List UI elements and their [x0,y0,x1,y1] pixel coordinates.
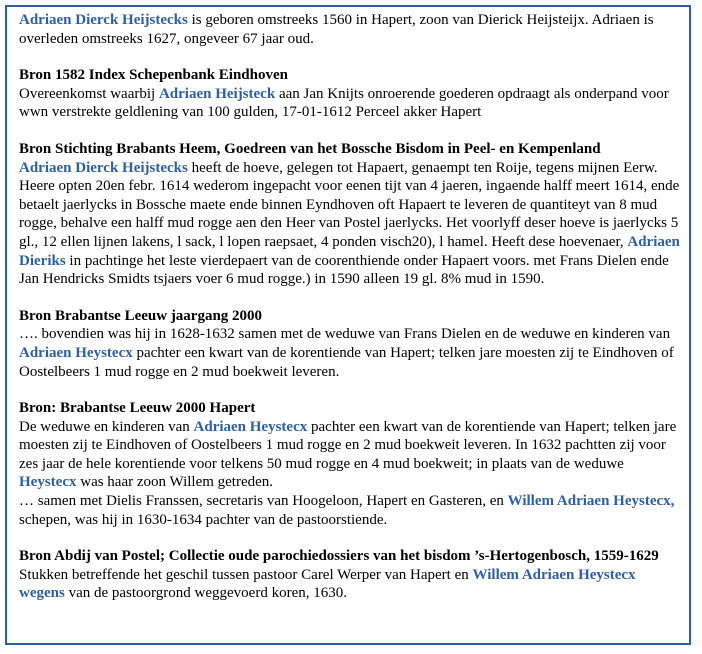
person-name: Willem Adriaen Heystecx, [507,493,675,510]
person-name: Adriaen Heystecx [19,344,133,361]
text-segment: van de pastoorgrond weggevoerd koren, 1630. [64,585,347,602]
source-paragraph [19,566,681,603]
text-segment: is geboren omstreeks 1560 in Hapert, zoon van Dierick Heijsteijx. Adriaen is overleden omstreeks 1627, ongeveer 67 jaar oud. [19,12,654,47]
genealogy-document [5,5,691,645]
source-heading: Bron: Brabantse Leeuw 2000 Hapert [19,400,256,417]
text-segment: heeft de hoeve, gelegen tot Hapaert, genaempt ten Roije, tegens mijnen Eerw. Heere opten 20en febr. 1614 wederom ingepacht voor eenen tijt van 4 jaeren, ingaende halff meert 1614, ende betaelt jaerlycks in Bossche maete ende binnen Eyndhoven oft Hapaert te leveren de quantiteyt van 8 mud rogge, behalve een halff mud rogge aen den Heer van Postel jaerlycks. Het voorlyff deser hoeve is jaerlycks 5 gl., 12 ellen lijnen lakens, l sack, l lopen raepsaet, 4 ponden visch20), l hamel. Heeft dese hoevenaer, [19,159,680,250]
source-paragraph [19,159,681,289]
text-segment: …. bovendien was hij in 1628-1632 samen met de weduwe van Frans Dielen en de weduwe en kinderen van [19,326,671,343]
source-heading: Bron Brabantse Leeuw jaargang 2000 [19,307,263,324]
source-heading: Bron Stichting Brabants Heem, Goedreen van het Bossche Bisdom in Peel- en Kempenland [19,140,601,157]
text-segment: in pachtinge het leste vierdepaert van de coorenthiende onder Hapaert voors. met Frans Dielen ende Jan Hendricks Smidts tsjaers voer 6 mud rogge.) in 1590 alleen 19 gl. 8% mud in 1590. [19,252,669,288]
text-segment: pachter een kwart van de korentiende van Hapert; telken jare moesten zij te Eindhoven of Oostelbeers 1 mud rogge en 2 mud boekweit leveren. [19,344,674,380]
person-name: Adriaen Dierck Heijstecks [19,159,188,176]
source-block-schepenbank [19,66,681,122]
source-heading: Bron 1582 Index Schepenbank Eindhoven [19,67,288,84]
text-segment: … samen met Dielis Franssen, secretaris van Hoogeloon, Hapert en Gasteren, en [19,493,508,510]
source-paragraph [19,492,681,529]
person-name: Adriaen Heystecx [193,418,308,435]
text-segment: pachter een kwart van de korentiende van Hapert; telken jare moesten zij te Eindhoven of Oostelbeers 1 mud rogge en 2 mud boekweit leveren. In 1632 pachtten zij voor zes jaar de hele korentiende voor telkens 50 mud rogge en 4 mud boekweit; in plaats van de weduwe [19,418,677,472]
source-block-abdij-postel [19,547,681,603]
text-segment: Overeenkomst waarbij [19,85,159,102]
source-block-brabants-heem [19,140,681,289]
text-segment: De weduwe en kinderen van [19,418,194,435]
text-segment: was haar zoon Willem getreden. [76,474,274,491]
text-segment: schepen, was hij in 1630-1634 pachter van de pastoorstiende. [19,511,388,528]
person-name: Willem Adriaen Heystecx wegens [19,566,636,602]
source-paragraph [19,418,681,492]
source-paragraph [19,325,681,381]
text-segment: aan Jan Knijts onroerende goederen opdraagt als onderpand voor wwn verstrekte geldlening van 100 gulden, 17-01-1612 Perceel akker Hapert [19,85,669,121]
source-block-brabantse-leeuw-2000 [19,307,681,381]
person-name: Adriaen Dieriks [19,233,680,269]
intro-paragraph [19,11,681,48]
person-name: Adriaen Heijsteck [158,85,276,102]
person-name: Adriaen Dierck Heijstecks [19,12,188,28]
text-segment: Stukken betreffende het geschil tussen pastoor Carel Werper van Hapert en [19,566,473,583]
person-name: Heystecx [19,474,77,491]
source-heading: Bron Abdij van Postel; Collectie oude parochiedossiers van het bisdom ’s-Hertogenbosch, 1559-1629 [19,548,659,565]
source-paragraph [19,85,681,122]
source-block-brabantse-leeuw-hapert [19,399,681,529]
intro-block [19,11,681,48]
